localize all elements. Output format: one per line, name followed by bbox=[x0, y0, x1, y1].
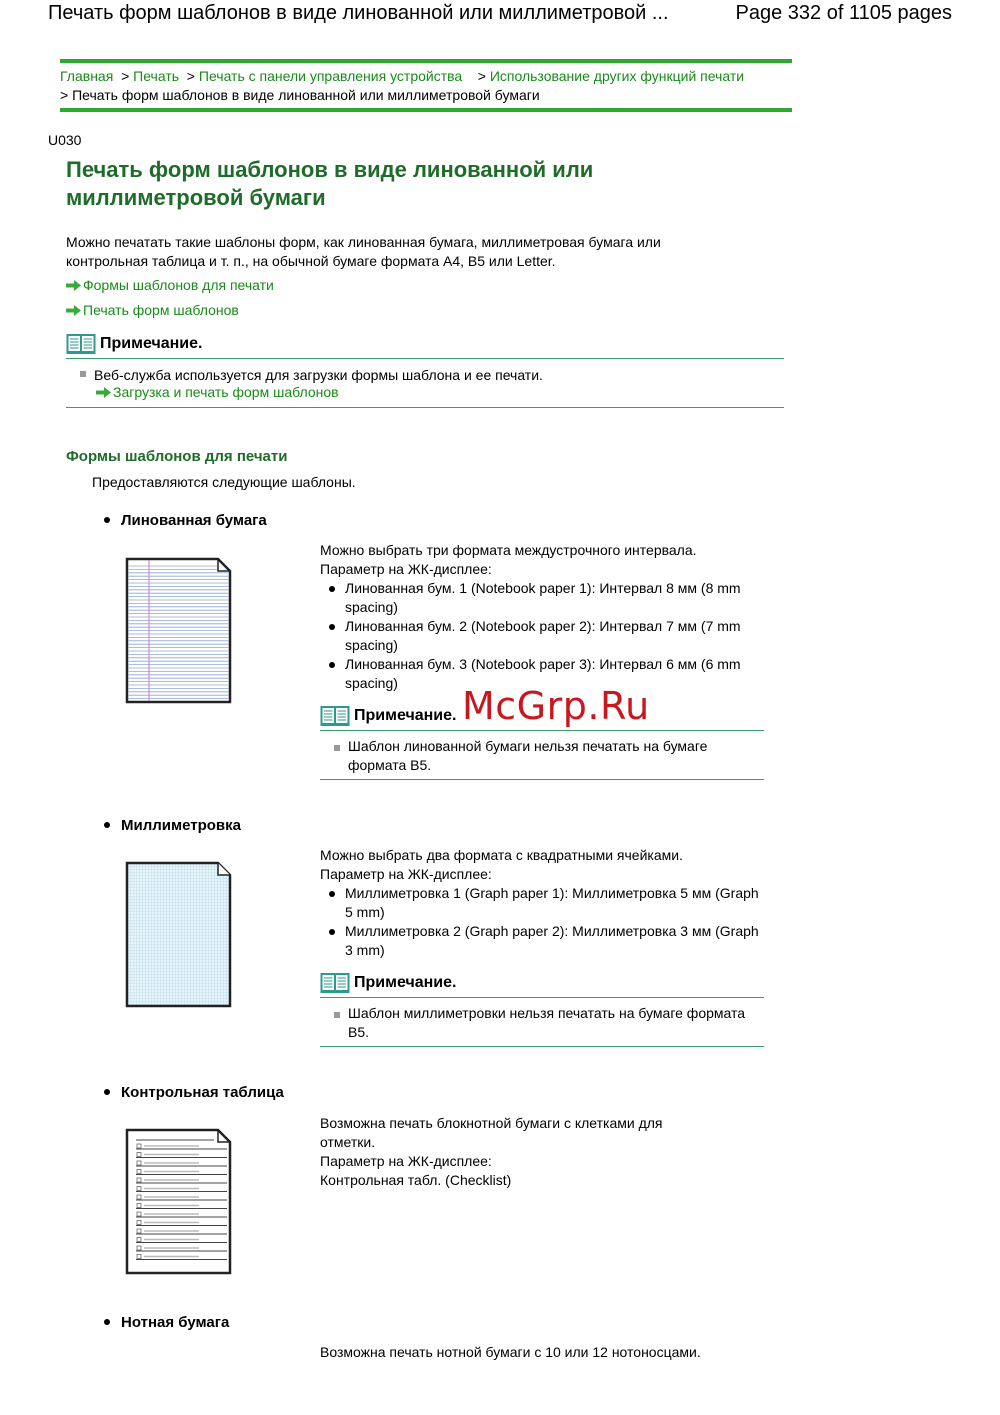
lined-paper-illustration bbox=[124, 556, 234, 706]
document-title: Печать форм шаблонов в виде линованной или миллиметровой ... bbox=[48, 2, 669, 24]
graph-paper-illustration bbox=[124, 860, 234, 1010]
arrow-right-icon bbox=[66, 305, 81, 316]
list-item: Миллиметровка 2 (Graph paper 2): Миллиметровка 3 мм (Graph 3 mm) bbox=[345, 923, 759, 958]
graph-description: Можно выбрать два формата с квадратными ячейками. Параметр на ЖК-дисплее: Миллиметровка 1 (Graph paper 1): Миллиметровка 5 мм (Graph 5 mm) Миллиметровка 2 (Graph paper 2): Миллиметровка 3 мм (Graph 3 mm) bbox=[320, 847, 759, 958]
intro-text: Можно печатать такие шаблоны форм, как линованная бумага, миллиметровая бумага или контрольная таблица и т. п., на обычной бумаге формата A4, B5 или Letter. bbox=[66, 234, 661, 269]
breadcrumb-link-print[interactable]: Печать bbox=[133, 68, 180, 84]
arrow-right-icon bbox=[96, 387, 111, 398]
template-title-checklist: Контрольная таблица bbox=[104, 1084, 284, 1101]
checklist-description: Возможна печать блокнотной бумаги с клетками для отметки. Параметр на ЖК-дисплее: Контрольная табл. (Checklist) bbox=[320, 1115, 663, 1188]
lined-options-list bbox=[320, 579, 760, 693]
open-book-icon bbox=[320, 705, 350, 727]
list-item: Миллиметровка 1 (Graph paper 1): Миллиметровка 5 мм (Graph 5 mm) bbox=[345, 885, 759, 920]
lined-note-bottom-rule bbox=[320, 779, 764, 780]
breadcrumb-link-home[interactable]: Главная bbox=[60, 68, 114, 84]
section-heading: Формы шаблонов для печати bbox=[66, 448, 288, 465]
square-bullet bbox=[80, 371, 86, 377]
link-template-forms[interactable]: Формы шаблонов для печати bbox=[66, 277, 274, 293]
graph-note-item: Шаблон миллиметровки нельзя печатать на бумаге формата B5. bbox=[334, 1004, 754, 1042]
lined-note-item: Шаблон линованной бумаги нельзя печатать на бумаге формата B5. bbox=[334, 737, 754, 775]
breadcrumb-current: > Печать форм шаблонов в виде линованной или миллиметровой бумаги bbox=[60, 87, 540, 103]
breadcrumb-link-panel-print[interactable]: Печать с панели управления устройства bbox=[198, 68, 463, 84]
graph-note-bottom-rule bbox=[320, 1046, 764, 1047]
graph-note-top-rule bbox=[320, 997, 764, 998]
template-title-lined: Линованная бумага bbox=[104, 512, 267, 529]
note-top-rule bbox=[66, 358, 784, 359]
link-print-templates[interactable]: Печать форм шаблонов bbox=[66, 302, 239, 318]
note-heading: Примечание. bbox=[66, 333, 202, 355]
open-book-icon bbox=[66, 333, 96, 355]
link-download-templates[interactable]: Загрузка и печать форм шаблонов bbox=[96, 384, 339, 400]
list-item: Линованная бум. 2 (Notebook paper 2): Интервал 7 мм (7 mm spacing) bbox=[345, 617, 760, 655]
lined-note-top-rule bbox=[320, 730, 764, 731]
list-item: Линованная бум. 3 (Notebook paper 3): Интервал 6 мм (6 mm spacing) bbox=[345, 655, 760, 693]
template-title-graph: Миллиметровка bbox=[104, 817, 241, 834]
breadcrumb-top-rule bbox=[60, 59, 792, 63]
checklist-illustration bbox=[124, 1127, 234, 1277]
arrow-right-icon bbox=[66, 280, 81, 291]
page-code: U030 bbox=[48, 132, 82, 148]
note-item: Веб-служба используется для загрузки формы шаблона и ее печати. bbox=[80, 366, 543, 385]
breadcrumb-bottom-rule bbox=[60, 108, 792, 112]
list-item: Линованная бум. 1 (Notebook paper 1): Интервал 8 мм (8 mm spacing) bbox=[345, 579, 760, 617]
lined-description: Можно выбрать три формата междустрочного интервала. Параметр на ЖК-дисплее: Линованная бум. 1 (Notebook paper 1): Интервал 8 мм (8 mm spacing) Линованная бум. 2 (Notebook paper 2): Интервал 7 мм (7 mm spacing) Линованная бум. 3 (Notebook paper 3): Интервал 6 мм (6 mm spacing) bbox=[320, 541, 760, 693]
page-title: Печать форм шаблонов в виде линованной или миллиметровой бумаги bbox=[66, 157, 594, 210]
lined-note-heading: Примечание. bbox=[320, 705, 456, 727]
graph-note-heading: Примечание. bbox=[320, 972, 456, 994]
open-book-icon bbox=[320, 972, 350, 994]
graph-options-list bbox=[320, 884, 760, 960]
breadcrumb: Главная > Печать > Печать с панели управления устройства > Использование других функций печати > Печать форм шаблонов в виде линованной или миллиметровой бумаги bbox=[60, 68, 745, 103]
note-bottom-rule bbox=[66, 407, 784, 408]
section-lead: Предоставляются следующие шаблоны. bbox=[92, 474, 356, 490]
watermark: McGrp.Ru bbox=[462, 684, 650, 728]
breadcrumb-link-other-functions[interactable]: Использование других функций печати bbox=[489, 68, 745, 84]
page-counter: Page 332 of 1105 pages bbox=[735, 2, 952, 24]
staff-description: Возможна печать нотной бумаги с 10 или 12 нотоносцами. bbox=[320, 1344, 701, 1360]
template-title-staff: Нотная бумага bbox=[104, 1314, 229, 1331]
